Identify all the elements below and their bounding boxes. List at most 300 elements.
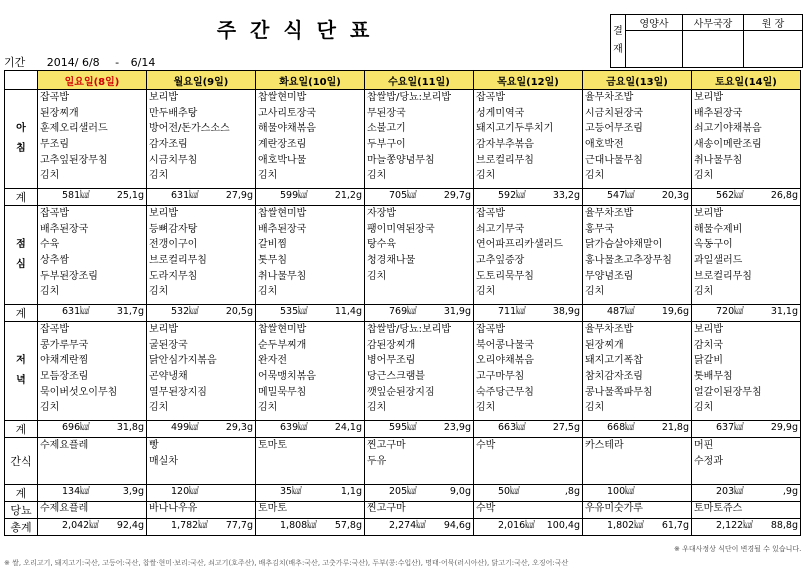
menu-item	[476, 454, 580, 470]
subtotal-cell	[474, 305, 583, 322]
kcal-value: 203㎉	[716, 486, 744, 497]
menu-item: 곤약냉채	[149, 371, 188, 383]
menu-item: 잡곡밥	[476, 92, 505, 103]
total-kcal: 1,782㎉	[171, 520, 208, 531]
menu-item: 시금치무침	[149, 154, 198, 166]
approval-head-nutritionist: 영양사	[626, 15, 683, 31]
menu-item: 성게미역국	[476, 107, 525, 119]
subtotal-cell	[38, 189, 147, 206]
menu-item: 김치	[258, 170, 278, 182]
menu-item: 매실차	[149, 455, 178, 467]
origin-footnote: ※ 쌀, 오리고기, 돼지고기:국산, 고등어:국산, 찹쌀·현미·보리:국산, 쇠고기(호주산), 배추김치(배추:국산, 고춧가루:국산), 두부(콩:수입산), 명태·어묵(러시아산), 닭고기:국산, 오징어:국산	[4, 559, 569, 567]
menu-item: 고구마무침	[476, 371, 525, 383]
menu-item: 근대나물무침	[585, 154, 643, 166]
total-cell	[474, 519, 583, 536]
menu-table	[4, 70, 801, 536]
dinner-menu-cell	[365, 322, 474, 421]
kcal-value: 668㎉	[607, 422, 635, 433]
diabetes-snack: 수제요플레	[38, 502, 147, 519]
dinner-menu-cell	[474, 322, 583, 421]
menu-item: 오리야채볶음	[476, 355, 534, 367]
menu-item: 돼지고기두루치기	[476, 123, 554, 135]
protein-value: 31,1g	[770, 306, 798, 317]
menu-item: 애호박나물	[258, 154, 307, 166]
kcal-value: 535㎉	[280, 306, 308, 317]
snack-menu-cell	[365, 438, 474, 485]
subtotal-cell	[38, 485, 147, 502]
menu-item: 굴된장국	[149, 339, 188, 351]
total-kcal: 2,016㎉	[498, 520, 535, 531]
menu-item: 수정과	[694, 455, 723, 467]
menu-item: 해물야채볶음	[258, 123, 316, 135]
subtotal-label: 계	[5, 189, 38, 206]
dinner-label	[5, 322, 38, 421]
menu-item: 김치	[694, 170, 714, 182]
menu-item: 묵이버섯오이무침	[40, 386, 118, 398]
day-header: 금요일(13일)	[583, 71, 692, 90]
menu-item: 김치	[585, 402, 605, 414]
subtotal-cell	[365, 189, 474, 206]
menu-item: 김치	[367, 270, 387, 282]
total-protein: 57,8g	[334, 520, 362, 531]
menu-item: 잡곡밥	[476, 208, 505, 219]
protein-value: 9,0g	[449, 486, 471, 497]
lunch-menu-cell	[147, 206, 256, 305]
menu-item: 김치	[40, 402, 60, 414]
approval-side-label: 결 재	[611, 15, 626, 68]
kcal-value: 631㎉	[62, 306, 90, 317]
menu-item: 해물수제비	[694, 223, 743, 235]
menu-item: 김치	[40, 170, 60, 182]
diabetes-row	[5, 502, 801, 519]
breakfast-menu-cell	[38, 90, 147, 189]
menu-item: 돼지고기폭찹	[585, 355, 643, 367]
total-cell	[38, 519, 147, 536]
menu-item: 탕수육	[367, 239, 396, 251]
menu-item: 취나물무침	[694, 154, 743, 166]
protein-value: 21,2g	[334, 190, 362, 201]
lunch-menu-cell	[365, 206, 474, 305]
diabetes-snack: 토마토	[256, 502, 365, 519]
subtotal-cell	[583, 485, 692, 502]
menu-item: 취나물무침	[258, 270, 307, 282]
menu-item: 당근스크램블	[367, 371, 425, 383]
menu-item: 김치	[367, 170, 387, 182]
total-kcal: 2,122㎉	[716, 520, 753, 531]
menu-item: 얼갈이된장무침	[694, 386, 762, 398]
menu-item: 모듬장조림	[40, 371, 89, 383]
subtotal-label: 계	[5, 485, 38, 502]
protein-value: 3,9g	[122, 486, 144, 497]
menu-item: 김치	[149, 170, 169, 182]
approval-head-director: 원 장	[744, 15, 803, 31]
menu-item: 순두부찌개	[258, 339, 307, 351]
protein-value: 11,4g	[334, 306, 362, 317]
lunch-label-char: 점	[16, 239, 26, 250]
menu-item: 도라지무침	[149, 270, 198, 282]
kcal-value: 50㎉	[498, 486, 520, 497]
menu-item: 어묵맹치볶음	[258, 371, 316, 383]
menu-item: 브로컬리무침	[476, 154, 534, 166]
kcal-value: 769㎉	[389, 306, 417, 317]
menu-item: 톳배무침	[694, 371, 733, 383]
dinner-menu-cell	[692, 322, 801, 421]
menu-item: 김치	[694, 402, 714, 414]
diabetes-snack: 수박	[474, 502, 583, 519]
menu-item: 훈제오리샐러드	[40, 123, 108, 135]
menu-item: 고추잎된장무침	[40, 154, 108, 166]
approval-head-manager: 사무국장	[683, 15, 744, 31]
kcal-value: 631㎉	[171, 190, 199, 201]
kcal-value: 100㎉	[607, 486, 635, 497]
subtotal-cell	[147, 305, 256, 322]
total-cell	[583, 519, 692, 536]
total-cell	[365, 519, 474, 536]
menu-item: 찐고구마	[367, 440, 406, 451]
menu-item: 계란장조림	[258, 139, 307, 151]
kcal-value: 696㎉	[62, 422, 90, 433]
dinner-row	[5, 322, 801, 421]
menu-item: 등뼈감자탕	[149, 223, 198, 235]
day-header: 토요일(14일)	[692, 71, 801, 90]
breakfast-menu-cell	[365, 90, 474, 189]
menu-item: 북어콩나물국	[476, 339, 534, 351]
menu-item: 김치	[149, 402, 169, 414]
menu-item: 김치	[585, 170, 605, 182]
header-corner	[5, 71, 38, 90]
kcal-value: 499㎉	[171, 422, 199, 433]
menu-item: 콩가루무국	[40, 339, 89, 351]
protein-value: 38,9g	[552, 306, 580, 317]
menu-item: 톳무침	[258, 255, 287, 267]
menu-item: 머핀	[694, 440, 714, 451]
menu-item: 연어파프리카샐러드	[476, 239, 563, 251]
menu-item: 감치국	[694, 339, 723, 351]
kcal-value: 120㎉	[171, 486, 199, 497]
protein-value: ,9g	[782, 486, 798, 497]
subtotal-cell	[147, 189, 256, 206]
total-protein: 77,7g	[225, 520, 253, 531]
breakfast-label	[5, 90, 38, 189]
kcal-value: 639㎉	[280, 422, 308, 433]
approval-sign-manager[interactable]	[683, 31, 744, 68]
menu-item: 무된장국	[367, 107, 406, 119]
menu-item: 잡곡밥	[40, 324, 69, 335]
menu-item: 갈비찜	[258, 239, 287, 251]
total-label: 총계	[5, 519, 38, 536]
menu-item: 보리밥	[149, 208, 178, 219]
menu-item: 홍무국	[585, 223, 614, 235]
kcal-value: 599㎉	[280, 190, 308, 201]
snack-menu-cell	[474, 438, 583, 485]
menu-item: 배추된장국	[694, 107, 743, 119]
menu-item: 병어무조림	[367, 355, 416, 367]
menu-item: 브로컬리무침	[694, 270, 752, 282]
dinner-label-char: 녁	[16, 375, 26, 386]
period-end: 6/14	[130, 56, 156, 69]
menu-item: 김치	[40, 286, 60, 298]
dinner-menu-cell	[38, 322, 147, 421]
snack-menu-cell	[147, 438, 256, 485]
total-kcal: 2,042㎉	[62, 520, 99, 531]
menu-item: 열무된장지짐	[149, 386, 207, 398]
menu-item: 고등어무조림	[585, 123, 643, 135]
menu-item: 보리밥	[694, 324, 723, 335]
protein-value: 23,9g	[443, 422, 471, 433]
subtotal-cell	[256, 305, 365, 322]
breakfast-menu-cell	[474, 90, 583, 189]
lunch-menu-cell	[38, 206, 147, 305]
dinner-subtotal-row	[5, 421, 801, 438]
breakfast-menu-cell	[583, 90, 692, 189]
menu-item: 김치	[476, 286, 496, 298]
menu-item: 브로컬리무침	[149, 255, 207, 267]
kcal-value: 487㎉	[607, 306, 635, 317]
breakfast-label-char: 침	[16, 143, 26, 154]
menu-item: 두부구이	[367, 139, 406, 151]
subtotal-cell	[583, 305, 692, 322]
breakfast-label-char: 아	[16, 123, 26, 134]
protein-value: 1,1g	[340, 486, 362, 497]
menu-item: 새송이메란조림	[694, 139, 762, 151]
menu-item: 도토리묵무침	[476, 270, 534, 282]
dinner-menu-cell	[256, 322, 365, 421]
menu-item: 된장찌개	[40, 107, 79, 119]
menu-item: 무양념조림	[585, 270, 634, 282]
subtotal-cell	[583, 421, 692, 438]
menu-item: 고사리토장국	[258, 107, 316, 119]
menu-item: 닭갈비	[694, 355, 723, 367]
menu-item: 율무차조밥	[585, 324, 634, 335]
approval-box	[610, 14, 803, 68]
menu-item: 숙주당근무침	[476, 386, 534, 398]
menu-item: 김치	[476, 170, 496, 182]
day-header: 수요일(11일)	[365, 71, 474, 90]
protein-value: 27,5g	[552, 422, 580, 433]
menu-item: 상추쌈	[40, 255, 69, 267]
subtotal-cell	[474, 189, 583, 206]
change-note: ※ 우대사정상 식단이 변경될 수 있습니다.	[674, 545, 802, 553]
protein-value: 31,9g	[443, 306, 471, 317]
subtotal-cell	[147, 485, 256, 502]
menu-item: 수제요플레	[40, 440, 89, 451]
protein-value: 20,3g	[661, 190, 689, 201]
menu-item: 쇠고기야채볶음	[694, 123, 762, 135]
subtotal-cell	[692, 305, 801, 322]
menu-item: 토마토	[258, 440, 287, 451]
menu-item: 과일샐러드	[694, 255, 743, 267]
subtotal-cell	[38, 421, 147, 438]
menu-item: 애호박전	[585, 139, 624, 151]
dinner-menu-cell	[147, 322, 256, 421]
kcal-value: 663㎉	[498, 422, 526, 433]
kcal-value: 595㎉	[389, 422, 417, 433]
day-header: 월요일(9일)	[147, 71, 256, 90]
lunch-label-char: 심	[16, 259, 26, 270]
snack-menu-cell	[692, 438, 801, 485]
menu-item: 야채계란찜	[40, 355, 89, 367]
breakfast-subtotal-row	[5, 189, 801, 206]
menu-item	[258, 454, 362, 470]
total-kcal: 2,274㎉	[389, 520, 426, 531]
menu-item: 고추잎증장	[476, 255, 525, 267]
kcal-value: 711㎉	[498, 306, 526, 317]
header-row	[5, 71, 801, 90]
diabetes-snack: 토마토쥬스	[692, 502, 801, 519]
total-cell	[256, 519, 365, 536]
menu-item: 김치	[476, 402, 496, 414]
lunch-menu-cell	[692, 206, 801, 305]
menu-item: 잡곡밥	[476, 324, 505, 335]
menu-item: 감자조림	[149, 139, 188, 151]
dinner-label-char: 저	[16, 355, 26, 366]
menu-item: 카스테라	[585, 440, 624, 451]
protein-value: 27,9g	[225, 190, 253, 201]
protein-value: 19,6g	[661, 306, 689, 317]
lunch-subtotal-row	[5, 305, 801, 322]
menu-item	[585, 454, 689, 470]
menu-item: 닭가슴살야채말이	[585, 239, 663, 251]
menu-item	[40, 454, 144, 470]
diabetes-snack: 찐고구마	[365, 502, 474, 519]
menu-item: 청경채나물	[367, 255, 416, 267]
menu-item: 쇠고기무국	[476, 223, 525, 235]
menu-item: 잡곡밥	[40, 92, 69, 103]
subtotal-cell	[583, 189, 692, 206]
subtotal-cell	[147, 421, 256, 438]
lunch-menu-cell	[583, 206, 692, 305]
period	[4, 54, 159, 70]
protein-value: 29,9g	[770, 422, 798, 433]
total-row	[5, 519, 801, 536]
protein-value: 20,5g	[225, 306, 253, 317]
menu-item: 방어전/돈가스소스	[149, 123, 230, 135]
total-kcal: 1,808㎉	[280, 520, 317, 531]
lunch-row	[5, 206, 801, 305]
menu-item: 배추된장국	[258, 223, 307, 235]
protein-value: 33,2g	[552, 190, 580, 201]
kcal-value: 35㎉	[280, 486, 302, 497]
menu-item: 메밀묵무침	[258, 386, 307, 398]
menu-item: 보리밥	[694, 208, 723, 219]
menu-item: 찹쌀현미밥	[258, 324, 307, 335]
menu-item: 빵	[149, 440, 159, 451]
menu-item	[367, 284, 471, 300]
total-protein: 92,4g	[116, 520, 144, 531]
protein-value: 21,8g	[661, 422, 689, 433]
menu-item: 찹쌀현미밥	[258, 92, 307, 103]
protein-value: 26,8g	[770, 190, 798, 201]
menu-item: 감자부추볶음	[476, 139, 534, 151]
menu-item: 김치	[694, 286, 714, 298]
lunch-menu-cell	[256, 206, 365, 305]
protein-value: 31,7g	[116, 306, 144, 317]
subtotal-cell	[256, 421, 365, 438]
menu-item: 율무차조밥	[585, 92, 634, 103]
snack-label: 간식	[5, 438, 38, 485]
breakfast-menu-cell	[256, 90, 365, 189]
snack-subtotal-row	[5, 485, 801, 502]
menu-item: 팽이미역된장국	[367, 223, 435, 235]
menu-item: 콩나물쪽파무침	[585, 386, 653, 398]
subtotal-cell	[365, 485, 474, 502]
kcal-value: 720㎉	[716, 306, 744, 317]
menu-item: 자장밥	[367, 208, 396, 219]
menu-item: 두부된장조림	[40, 270, 98, 282]
protein-value: 31,8g	[116, 422, 144, 433]
diabetes-snack: 우유미숫가루	[583, 502, 692, 519]
menu-item: 찹쌀현미밥	[258, 208, 307, 219]
subtotal-cell	[365, 421, 474, 438]
protein-value: 29,7g	[443, 190, 471, 201]
kcal-value: 581㎉	[62, 190, 90, 201]
subtotal-cell	[474, 485, 583, 502]
menu-item: 감된장찌개	[367, 339, 416, 351]
menu-item: 찹쌀밥/당뇨:보리밥	[367, 92, 452, 103]
menu-item: 시금치된장국	[585, 107, 643, 119]
subtotal-label: 계	[5, 421, 38, 438]
snack-row	[5, 438, 801, 485]
menu-item: 보리밥	[694, 92, 723, 103]
breakfast-row	[5, 90, 801, 189]
kcal-value: 205㎉	[389, 486, 417, 497]
protein-value: ,8g	[564, 486, 580, 497]
menu-item: 보리밥	[149, 324, 178, 335]
menu-item: 김치	[367, 402, 387, 414]
total-cell	[147, 519, 256, 536]
total-protein: 88,8g	[770, 520, 798, 531]
kcal-value: 547㎉	[607, 190, 635, 201]
menu-item: 김치	[585, 286, 605, 298]
approval-sign-nutritionist[interactable]	[626, 31, 683, 68]
protein-value: 25,1g	[116, 190, 144, 201]
kcal-value: 562㎉	[716, 190, 744, 201]
subtotal-cell	[692, 421, 801, 438]
subtotal-cell	[692, 485, 801, 502]
subtotal-cell	[256, 189, 365, 206]
menu-item: 마늘쫑양념무침	[367, 154, 435, 166]
lunch-label	[5, 206, 38, 305]
period-sep: -	[115, 56, 120, 69]
day-header: 일요일(8일)	[38, 71, 147, 90]
kcal-value: 532㎉	[171, 306, 199, 317]
lunch-menu-cell	[474, 206, 583, 305]
total-kcal: 1,802㎉	[607, 520, 644, 531]
menu-item: 찹쌀밥/당뇨:보리밥	[367, 324, 452, 335]
menu-item: 수박	[476, 440, 496, 451]
total-cell	[692, 519, 801, 536]
menu-item: 홍나물초고추장무침	[585, 255, 672, 267]
breakfast-menu-cell	[147, 90, 256, 189]
menu-item: 두유	[367, 455, 387, 467]
approval-sign-director[interactable]	[744, 31, 803, 68]
kcal-value: 592㎉	[498, 190, 526, 201]
subtotal-cell	[365, 305, 474, 322]
menu-item: 전갱이구이	[149, 239, 198, 251]
subtotal-cell	[38, 305, 147, 322]
period-label: 기간	[4, 56, 26, 69]
snack-menu-cell	[583, 438, 692, 485]
menu-item: 김치	[258, 402, 278, 414]
protein-value: 24,1g	[334, 422, 362, 433]
menu-item: 옥동구이	[694, 239, 733, 251]
menu-item: 보리밥	[149, 92, 178, 103]
diabetes-snack: 바나나우유	[147, 502, 256, 519]
day-header: 목요일(12일)	[474, 71, 583, 90]
menu-item: 무조림	[40, 139, 69, 151]
menu-item: 닭안심가지볶음	[149, 355, 217, 367]
subtotal-label: 계	[5, 305, 38, 322]
